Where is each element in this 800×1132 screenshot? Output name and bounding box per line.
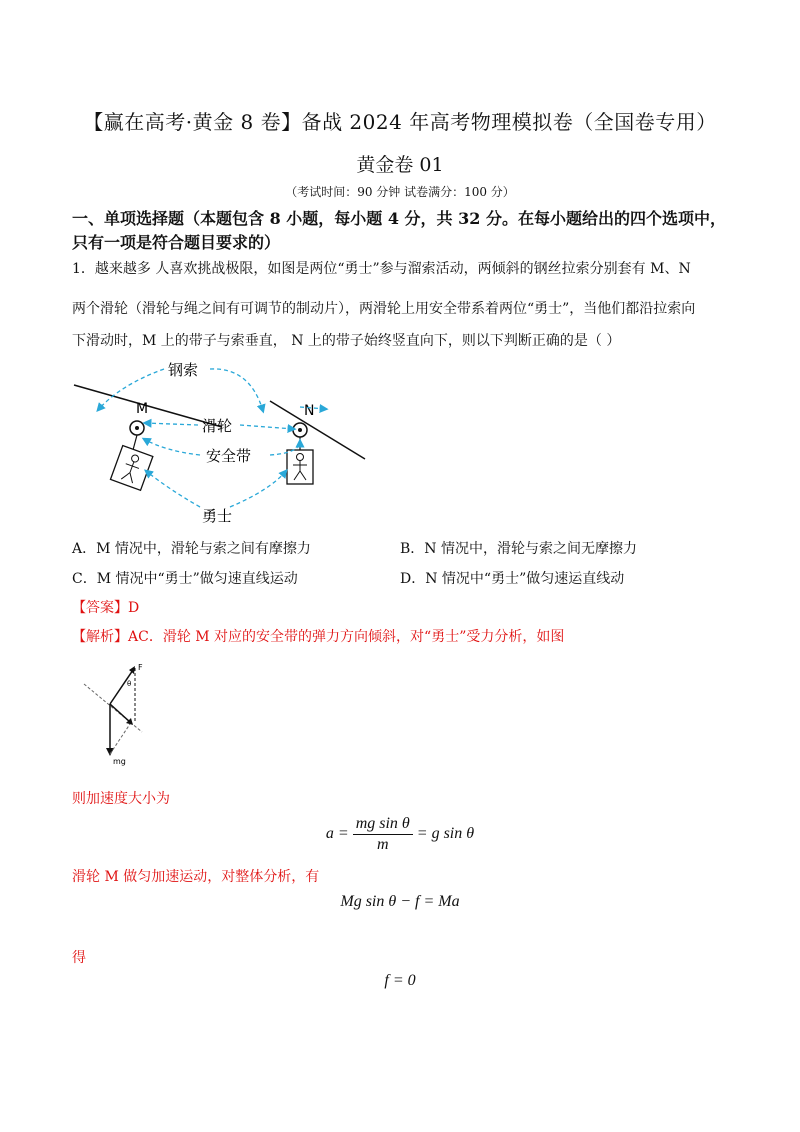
label-belt: 安全带 [206, 447, 252, 465]
text-acceleration: 则加速度大小为 [72, 791, 170, 807]
answer-label: 【答案】D [72, 600, 140, 616]
label-cable: 钢索 [168, 361, 199, 379]
option-a: A．M 情况中，滑轮与索之间有摩擦力 [72, 541, 311, 557]
formula-acceleration [0, 815, 800, 854]
question-line-2: 两个滑轮（滑轮与绳之间有可调节的制动片），两滑轮上用安全带系着两位“勇士”，当他们都沿拉索向 [72, 301, 696, 317]
formula-1-right: = g sin θ [416, 825, 475, 843]
question-figure [60, 355, 380, 530]
option-b: B．N 情况中，滑轮与索之间无摩擦力 [400, 541, 637, 557]
formula-whole: Mg sin θ − f = Ma [340, 893, 460, 910]
section-heading: 一、单项选择题（本题包含 8 小题，每小题 4 分，共 32 分。在每小题给出的四个选项中，只有一项是符合题目要求的） [72, 209, 726, 252]
formula-1-fraction [353, 815, 413, 854]
paper-subtitle: 黄金卷 01 [356, 154, 444, 176]
formula-friction: f = 0 [384, 972, 416, 989]
formula-1-left: a = [325, 825, 349, 843]
label-pulley: 滑轮 [202, 417, 233, 435]
option-d: D．N 情况中“勇士”做匀速运直线动 [400, 571, 625, 587]
mg-label: mg [113, 757, 126, 766]
warrior-m [110, 446, 152, 491]
option-c: C．M 情况中“勇士”做匀速直线运动 [72, 571, 298, 587]
question-line-3: 下滑动时，M 上的带子与索垂直， N 上的带子始终竖直向下，则以下判断正确的是（ ） [72, 333, 621, 349]
cable-n [270, 401, 365, 459]
question-line-1: 1．越来越多 人喜欢挑战极限，如图是两位“勇士”参与溜索活动，两倾斜的钢丝拉索分别套有 M、N [72, 261, 691, 277]
theta-label: θ [127, 680, 132, 688]
page-title: 【赢在高考·黄金 8 卷】备战 2024 年高考物理模拟卷（全国卷专用） [83, 110, 717, 134]
label-warrior: 勇士 [202, 507, 233, 525]
text-whole-analysis: 滑轮 M 做匀加速运动，对整体分析，有 [72, 869, 320, 885]
label-m: M [136, 401, 149, 417]
analysis-text: 【解析】AC．滑轮 M 对应的安全带的弹力方向倾斜，对“勇士”受力分析，如图 [72, 629, 565, 645]
formula-1-numerator: mg sin θ [353, 815, 413, 835]
text-get: 得 [72, 950, 86, 966]
force-f-label: F [138, 663, 143, 672]
warrior-n [287, 450, 313, 484]
formula-1-denominator: m [376, 836, 389, 853]
force-diagram [78, 660, 168, 770]
label-n: N [304, 403, 315, 419]
exam-info: （考试时间：90 分钟 试卷满分：100 分） [285, 185, 515, 199]
